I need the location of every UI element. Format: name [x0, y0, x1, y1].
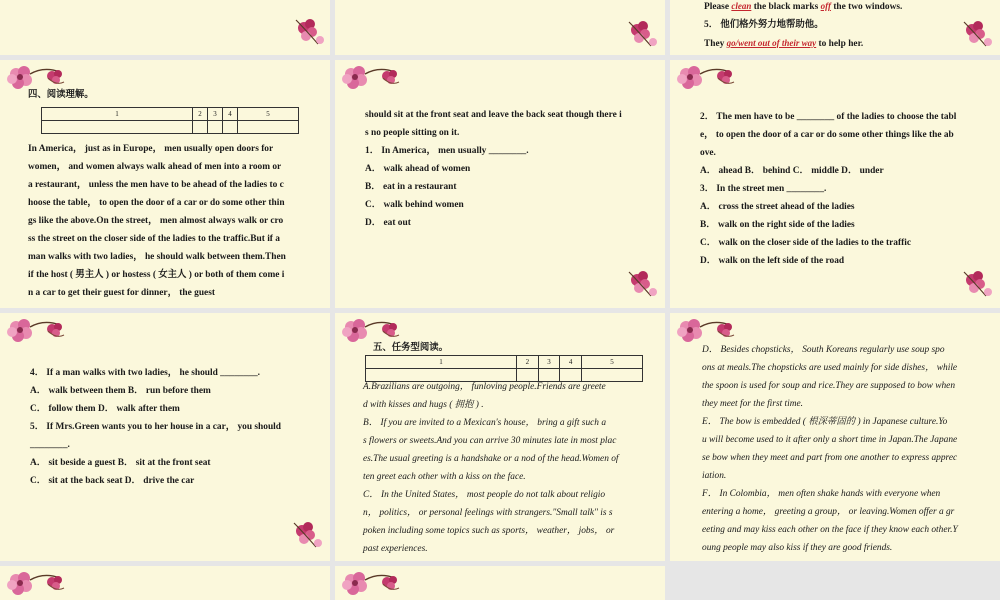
question-line: ove.	[700, 148, 716, 158]
flower-decoration-icon	[339, 62, 419, 98]
passage-line: E． The bow is embedded ( 根深蒂固的 ) in Japanese culture.Yo	[702, 417, 948, 427]
table-header: 4	[223, 108, 238, 121]
sentence-text: the two windows.	[833, 2, 903, 12]
passage-line: man walks with two ladies， he should walk between them.Then	[28, 252, 286, 262]
option-line: A． walk ahead of women	[365, 164, 471, 174]
table-header: 4	[560, 356, 582, 369]
slide-8	[335, 313, 665, 561]
table-header: 2	[517, 356, 539, 369]
sentence-text: Please	[704, 2, 729, 12]
flower-decoration-icon	[4, 568, 84, 600]
passage-line: a restaurant， unless the men have to be ahead of the ladies to c	[28, 180, 284, 190]
fill-in-answers	[704, 0, 994, 53]
option-line: A． sit beside a guest B． sit at the front seat	[30, 458, 211, 468]
slide-6	[670, 60, 1000, 308]
answer-cell[interactable]	[208, 121, 223, 134]
answer-text: go/went out of their way	[726, 38, 817, 48]
slide-11	[335, 566, 665, 600]
sentence-text: They	[704, 39, 725, 49]
option-line: B． walk on the right side of the ladies	[700, 220, 855, 230]
flower-decoration-icon	[290, 14, 330, 50]
question-line: 5． If Mrs.Green wants you to her house in a car， you should	[30, 422, 281, 432]
passage-line: D． Besides chopsticks， South Koreans regularly use soup spo	[702, 345, 945, 355]
question-line: 3． In the street men ________.	[700, 184, 827, 194]
question-line: 4． If a man walks with two ladies， he should ________.	[30, 368, 260, 378]
option-line: A． walk between them B． run before them	[30, 386, 211, 396]
passage-line: should sit at the front seat and leave the back seat though there i	[365, 110, 622, 120]
option-line: A． cross the street ahead of the ladies	[700, 202, 855, 212]
passage-line: ss the street on the closer side of the ladies to the traffic.But if a	[28, 234, 280, 244]
flower-decoration-icon	[958, 266, 998, 302]
passage-line: past experiences.	[363, 544, 428, 554]
passage-line: if the host ( 男主人 ) or hostess ( 女主人 ) or both of them come i	[28, 270, 285, 280]
option-line: B． eat in a restaurant	[365, 182, 457, 192]
table-header: 3	[208, 108, 223, 121]
passage-line: iation.	[702, 471, 727, 481]
table-header: 5	[238, 108, 299, 121]
flower-decoration-icon	[4, 315, 84, 351]
option-line: D． eat out	[365, 218, 411, 228]
answer-cell[interactable]	[193, 121, 208, 134]
passage-line: oung people may also kiss if they are good friends.	[702, 543, 893, 553]
question-line: e， to open the door of a car or do some other things like the ab	[700, 130, 954, 140]
passage-line: n a car to get their guest for dinner， the guest	[28, 288, 215, 298]
passage-line: In America， just as in Europe， men usually open doors for	[28, 144, 274, 154]
passage-line: s no people sitting on it.	[365, 128, 460, 138]
question-line: 2． The men have to be ________ of the ladies to choose the tabl	[700, 112, 957, 122]
flower-decoration-icon	[339, 568, 419, 600]
table-header: 2	[193, 108, 208, 121]
question-line: 1． In America， men usually ________.	[365, 146, 529, 156]
passage-line: hoose the table， to open the door of a car or do some other thin	[28, 198, 285, 208]
flower-decoration-icon	[674, 62, 754, 98]
table-header: 5	[582, 356, 643, 369]
slide-3	[670, 0, 1000, 55]
passage-line: n， politics， or personal feelings with strangers."Small talk" is s	[363, 508, 613, 518]
passage-line: the spoon is used for soup and rice.They are supposed to bow when	[702, 381, 956, 391]
slide-2	[335, 0, 665, 55]
passage-line: poken including some topics such as sports， weather， jobs， or	[363, 526, 615, 536]
sentence-text: the black marks	[753, 2, 819, 12]
passage-line: u will become used to it after only a short time in Japan.The Japane	[702, 435, 958, 445]
passage-line: C． In the United States， most people do not talk about religio	[363, 490, 606, 500]
question-line: ________.	[30, 440, 70, 450]
flower-decoration-icon	[288, 517, 328, 553]
passage-line: B． If you are invited to a Mexican's house， bring a gift such a	[363, 418, 607, 428]
table-header: 3	[538, 356, 560, 369]
section-heading: 四、阅读理解。	[28, 90, 94, 100]
table-header: 1	[366, 356, 517, 369]
passage-text	[28, 140, 286, 302]
flower-decoration-icon	[623, 266, 663, 302]
passage-line: they meet for the first time.	[702, 399, 804, 409]
option-line: C． follow them D． walk after them	[30, 404, 180, 414]
passage-line: F． In Colombia， men often shake hands with everyone when	[702, 489, 941, 499]
passage-line: ten greet each other with a kiss on the face.	[363, 472, 526, 482]
flower-decoration-icon	[958, 16, 998, 52]
slide-4	[0, 60, 330, 308]
task-passage	[363, 378, 619, 558]
passage-line: eeting and may kiss each other on the face if they know each other.Y	[702, 525, 958, 535]
passage-line: women， and women always walk ahead of men into a room or	[28, 162, 282, 172]
option-line: D． walk on the left side of the road	[700, 256, 845, 266]
passage-continued	[365, 106, 622, 232]
answer-text: clean	[731, 1, 752, 11]
task-passage-continued	[702, 341, 958, 557]
answer-cell[interactable]	[42, 121, 193, 134]
passage-line: ons at meals.The chopsticks are used mainly for side dishes， while	[702, 363, 958, 373]
slide-9	[670, 313, 1000, 561]
answer-cell[interactable]	[238, 121, 299, 134]
questions-4-5	[30, 364, 281, 490]
passage-line: gs like the above.On the street， men almost always walk or cro	[28, 216, 284, 226]
passage-line: A.Brazilians are outgoing， funloving people.Friends are greete	[363, 382, 606, 392]
slide-10	[0, 566, 330, 600]
slide-1	[0, 0, 330, 55]
option-line: C． walk on the closer side of the ladies to the traffic	[700, 238, 911, 248]
passage-line: s flowers or sweets.And you can arrive 30 minutes late in most plac	[363, 436, 617, 446]
option-line: C． sit at the back seat D． drive the car	[30, 476, 195, 486]
passage-line: d with kisses and hugs ( 拥抱 ) .	[363, 400, 484, 410]
table-header: 1	[42, 108, 193, 121]
option-line: C． walk behind women	[365, 200, 464, 210]
slide-5	[335, 60, 665, 308]
sentence-text: to help her.	[818, 39, 864, 49]
section-heading: 五、任务型阅读。	[373, 343, 449, 353]
answer-text: off	[820, 1, 831, 11]
slide-7	[0, 313, 330, 561]
answer-table	[41, 107, 299, 134]
passage-line: es.The usual greeting is a handshake or a nod of the head.Women of	[363, 454, 619, 464]
answer-cell[interactable]	[223, 121, 238, 134]
flower-decoration-icon	[623, 16, 663, 52]
option-line: A． ahead B． behind C． middle D． under	[700, 166, 884, 176]
passage-line: se bow when they meet and part from one another to express apprec	[702, 453, 958, 463]
question-5-text: 5． 他们格外努力地帮助他。	[704, 20, 824, 30]
questions-2-3	[700, 108, 956, 270]
passage-line: entering a home， greeting a group， or leaving.Women offer a gr	[702, 507, 955, 517]
